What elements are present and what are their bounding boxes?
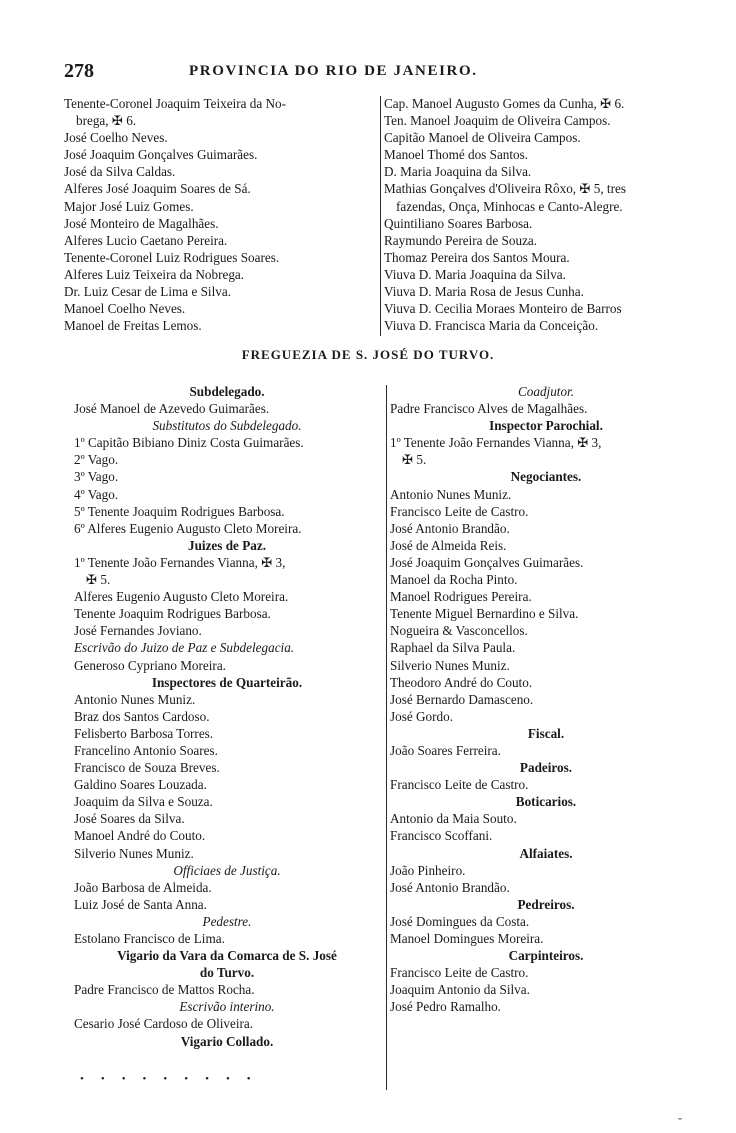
list-item: Alferes Eugenio Augusto Cleto Moreira. xyxy=(74,589,289,605)
list-item: Viuva D. Cecilia Moraes Monteiro de Barros xyxy=(384,301,622,317)
fiscal-heading: Fiscal. xyxy=(527,725,565,741)
boticarios-heading: Boticarios. xyxy=(515,794,577,810)
list-item: Padre Francisco de Mattos Rocha. xyxy=(74,982,255,998)
list-item: Alferes Lucio Caetano Pereira. xyxy=(64,232,228,248)
alfaiates-heading: Alfaiates. xyxy=(519,845,573,861)
list-item: Galdino Soares Louzada. xyxy=(74,777,207,793)
list-item: 4º Vago. xyxy=(74,486,119,502)
list-item: Major José Luiz Gomes. xyxy=(64,198,194,214)
list-item: Manoel de Freitas Lemos. xyxy=(64,318,202,334)
negociantes-heading: Negociantes. xyxy=(510,469,582,485)
list-item: Tenente Miguel Bernardino e Silva. xyxy=(390,606,579,622)
section-title: FREGUEZIA DE S. JOSÉ DO TURVO. xyxy=(241,347,495,362)
list-item: José Gordo. xyxy=(390,708,454,724)
list-item: José da Silva Caldas. xyxy=(64,164,176,180)
top-left-list xyxy=(64,95,378,334)
list-item: Francelino Antonio Soares. xyxy=(74,742,218,758)
list-item: Tenente-Coronel Joaquim Teixeira da No- xyxy=(64,96,287,111)
list-item: ✠ 5. xyxy=(86,572,111,588)
list-item: Manoel Rodrigues Pereira. xyxy=(390,589,532,605)
substitutos-heading: Substitutos do Subdelegado. xyxy=(152,418,302,434)
list-item: Generoso Cypriano Moreira. xyxy=(74,657,226,673)
list-item: José de Almeida Reis. xyxy=(390,537,507,553)
column-divider-top xyxy=(380,96,381,336)
parish-left-column xyxy=(74,383,380,1050)
list-item: João Barbosa de Almeida. xyxy=(74,879,212,895)
vigario-vara-heading: Vigario da Vara da Comarca de S. José xyxy=(117,948,337,964)
list-item: 1º Capitão Bibiano Diniz Costa Guimarães. xyxy=(74,435,304,451)
top-right-list xyxy=(384,95,704,334)
parish-right-column xyxy=(390,383,702,1015)
subdelegado-heading: Subdelegado. xyxy=(189,384,265,399)
list-item: 2º Vago. xyxy=(74,452,119,468)
list-item: 5º Tenente Joaquim Rodrigues Barbosa. xyxy=(74,503,285,519)
list-item: Francisco Leite de Castro. xyxy=(390,503,529,519)
running-title: PROVINCIA DO RIO DE JANEIRO. xyxy=(189,63,478,79)
list-item: Quintiliano Soares Barbosa. xyxy=(384,215,533,231)
list-item: Alferes José Joaquim Soares de Sá. xyxy=(64,181,251,197)
list-item: ✠ 5. xyxy=(402,452,427,468)
list-item: José Pedro Ramalho. xyxy=(390,999,501,1015)
ellipsis-dots: ••••••••• xyxy=(80,1073,268,1085)
list-item: Braz dos Santos Cardoso. xyxy=(74,708,210,724)
page-mark: ˘ xyxy=(678,1115,682,1129)
list-item: Raymundo Pereira de Souza. xyxy=(384,232,538,248)
vigario-vara-heading-cont: do Turvo. xyxy=(199,965,255,981)
list-item: José Domingues da Costa. xyxy=(390,913,530,929)
list-item: João Soares Ferreira. xyxy=(390,742,501,758)
list-item: José Manoel de Azevedo Guimarães. xyxy=(74,401,270,417)
list-item: Luiz José de Santa Anna. xyxy=(74,896,207,912)
padeiros-heading: Padeiros. xyxy=(519,760,573,776)
list-item: Antonio da Maia Souto. xyxy=(390,811,517,827)
list-item: Joaquim Antonio da Silva. xyxy=(390,982,530,998)
inspectores-heading: Inspectores de Quarteirão. xyxy=(151,674,303,690)
list-item: Capitão Manoel de Oliveira Campos. xyxy=(384,130,581,146)
list-item: Manoel Thomé dos Santos. xyxy=(384,147,529,163)
list-item: Alferes Luiz Teixeira da Nobrega. xyxy=(64,266,245,282)
list-item: Nogueira & Vasconcellos. xyxy=(390,623,528,639)
list-item: Theodoro André do Couto. xyxy=(390,674,533,690)
list-item: Ten. Manoel Joaquim de Oliveira Campos. xyxy=(384,113,611,129)
escrivao-juizo-heading: Escrivão do Juizo de Paz e Subdelegacia. xyxy=(74,640,295,656)
page-header xyxy=(64,60,704,86)
column-divider-bottom xyxy=(386,385,387,1090)
list-item: 1º Tenente João Fernandes Vianna, ✠ 3, xyxy=(74,554,286,570)
list-item: Manoel André do Couto. xyxy=(74,828,206,844)
list-item: José Antonio Brandão. xyxy=(390,520,510,536)
list-item: José Coelho Neves. xyxy=(64,130,168,146)
list-item: 3º Vago. xyxy=(74,469,119,485)
coadjutor-heading: Coadjutor. xyxy=(517,384,575,399)
page-number: 278 xyxy=(64,60,94,82)
juizes-heading: Juizes de Paz. xyxy=(187,537,266,553)
list-item: Manoel da Rocha Pinto. xyxy=(390,572,518,588)
list-item: Padre Francisco Alves de Magalhães. xyxy=(390,401,588,417)
list-item: Felisberto Barbosa Torres. xyxy=(74,725,214,741)
list-item: Manoel Coelho Neves. xyxy=(64,301,186,317)
list-item: Viuva D. Maria Rosa de Jesus Cunha. xyxy=(384,284,584,300)
list-item: Viuva D. Maria Joaquina da Silva. xyxy=(384,266,566,282)
list-item: Francisco Leite de Castro. xyxy=(390,965,529,981)
list-item: Viuva D. Francisca Maria da Conceição. xyxy=(384,318,599,334)
list-item: Manoel Domingues Moreira. xyxy=(390,931,544,946)
list-item: 1º Tenente João Fernandes Vianna, ✠ 3, xyxy=(390,435,602,451)
list-item: brega, ✠ 6. xyxy=(76,113,137,129)
list-item: José Joaquim Gonçalves Guimarães. xyxy=(64,147,258,163)
escrivao-interino-heading: Escrivão interino. xyxy=(179,999,275,1015)
carpinteiros-heading: Carpinteiros. xyxy=(508,948,584,964)
list-item: Joaquim da Silva e Souza. xyxy=(74,794,213,810)
list-item: Thomaz Pereira dos Santos Moura. xyxy=(384,249,570,265)
list-item: João Pinheiro. xyxy=(390,862,466,878)
list-item: Francisco Scoffani. xyxy=(390,828,493,844)
list-item: Antonio Nunes Muniz. xyxy=(390,486,512,502)
list-item: José Bernardo Damasceno. xyxy=(390,691,534,707)
list-item: Mathias Gonçalves d'Oliveira Rôxo, ✠ 5, tres xyxy=(384,181,626,197)
list-item: Cap. Manoel Augusto Gomes da Cunha, ✠ 6. xyxy=(384,96,625,111)
list-item: Tenente-Coronel Luiz Rodrigues Soares. xyxy=(64,249,280,265)
list-item: Tenente Joaquim Rodrigues Barbosa. xyxy=(74,606,271,622)
list-item: Raphael da Silva Paula. xyxy=(390,640,516,656)
inspector-heading: Inspector Parochial. xyxy=(489,418,603,434)
list-item: Dr. Luiz Cesar de Lima e Silva. xyxy=(64,284,231,300)
list-item: José Soares da Silva. xyxy=(74,811,185,827)
list-item: Francisco Leite de Castro. xyxy=(390,777,529,793)
pedestre-heading: Pedestre. xyxy=(202,913,252,929)
list-item: Cesario José Cardoso de Oliveira. xyxy=(74,1016,254,1032)
list-item: D. Maria Joaquina da Silva. xyxy=(384,164,532,180)
officiaes-heading: Officiaes de Justiça. xyxy=(173,862,281,878)
list-item: Estolano Francisco de Lima. xyxy=(74,931,225,946)
list-item: Antonio Nunes Muniz. xyxy=(74,691,196,707)
list-item: Silverio Nunes Muniz. xyxy=(390,657,510,673)
list-item: José Monteiro de Magalhães. xyxy=(64,215,219,231)
list-item: 6º Alferes Eugenio Augusto Cleto Moreira. xyxy=(74,520,302,536)
list-item: fazendas, Onça, Minhocas e Canto-Alegre. xyxy=(396,198,623,214)
list-item: José Antonio Brandão. xyxy=(390,879,510,895)
pedreiros-heading: Pedreiros. xyxy=(517,896,575,912)
vigario-collado-heading: Vigario Collado. xyxy=(180,1033,274,1049)
list-item: José Fernandes Joviano. xyxy=(74,623,202,639)
list-item: Silverio Nunes Muniz. xyxy=(74,845,194,861)
list-item: Francisco de Souza Breves. xyxy=(74,760,220,776)
list-item: José Joaquim Gonçalves Guimarães. xyxy=(390,554,584,570)
